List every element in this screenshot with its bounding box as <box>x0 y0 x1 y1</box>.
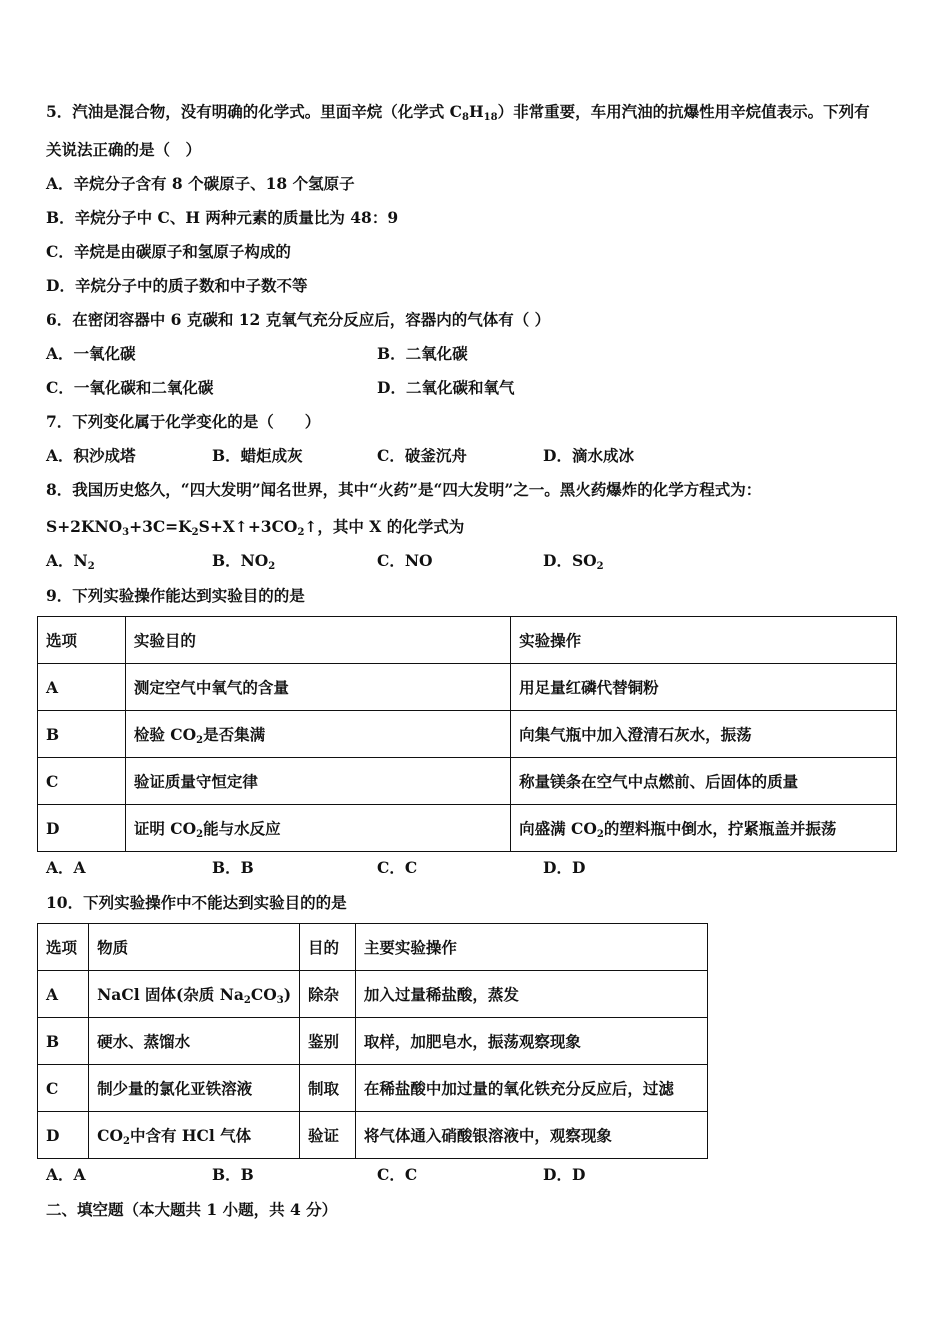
operation-cell: 加入过量稀盐酸，蒸发 <box>355 971 707 1018</box>
q9-option-c: C．C <box>377 858 418 877</box>
q9-table <box>37 616 897 852</box>
substance-cell: 硬水、蒸馏水 <box>89 1018 300 1065</box>
q6-option-d: D．二氧化碳和氧气 <box>377 378 515 397</box>
substance-cell: NaCl 固体(杂质 $Na_2CO_3$) <box>89 971 300 1018</box>
operation-cell: 取样，加肥皂水，振荡观察现象 <box>355 1018 707 1065</box>
aim-cell: 测定空气中氧气的含量 <box>125 664 510 711</box>
q6-stem: 6．在密闭容器中 6 克碳和 12 克氧气充分反应后，容器内的气体有（ ） <box>46 310 551 329</box>
table-header-row <box>38 924 708 971</box>
table-row <box>38 805 897 852</box>
table-row <box>38 664 897 711</box>
operation-cell: 称量镁条在空气中点燃前、后固体的质量 <box>511 758 897 805</box>
table-row <box>38 711 897 758</box>
aim-cell: 证明 $CO_2$能与水反应 <box>125 805 510 852</box>
header-cell: 目的 <box>300 924 356 971</box>
header-cell: 主要实验操作 <box>355 924 707 971</box>
q10-option-c: C．C <box>377 1165 418 1184</box>
q8-option-d: D．$SO_2$ <box>543 551 604 572</box>
option-cell: D <box>38 805 126 852</box>
q5-option-b: B．辛烷分子中 C、H 两种元素的质量比为 48：9 <box>46 208 399 227</box>
q10-option-a: A．A <box>46 1165 86 1184</box>
q9-option-a: A．A <box>46 858 86 877</box>
q7-option-c: C．破釜沉舟 <box>377 446 467 465</box>
q8-option-a: A．$N_2$ <box>46 551 95 572</box>
q10-option-d: D．D <box>543 1165 586 1184</box>
q5-stem-line2: 关说法正确的是（ ） <box>46 140 202 159</box>
q10-option-b: B．B <box>212 1165 254 1184</box>
aim-cell: 除杂 <box>300 971 356 1018</box>
q5-option-a: A．辛烷分子含有 8 个碳原子、18 个氢原子 <box>46 174 355 193</box>
q6-option-a: A．一氧化碳 <box>46 344 136 363</box>
operation-cell: 用足量红磷代替铜粉 <box>511 664 897 711</box>
header-cell: 实验目的 <box>125 617 510 664</box>
substance-cell: $CO_2$中含有 HCl 气体 <box>89 1112 300 1159</box>
q6-option-b: B．二氧化碳 <box>377 344 468 363</box>
substance-cell: 制少量的氯化亚铁溶液 <box>89 1065 300 1112</box>
q10-stem: 10．下列实验操作中不能达到实验目的的是 <box>46 893 347 912</box>
section-2-heading: 二、填空题（本大题共 1 小题，共 4 分） <box>46 1200 338 1219</box>
q8-option-c: C．NO <box>377 551 433 570</box>
q5-option-d: D．辛烷分子中的质子数和中子数不等 <box>46 276 308 295</box>
header-cell: 物质 <box>89 924 300 971</box>
q10-table <box>37 923 708 1159</box>
header-cell: 实验操作 <box>511 617 897 664</box>
aim-cell: 制取 <box>300 1065 356 1112</box>
aim-cell: 鉴别 <box>300 1018 356 1065</box>
aim-cell: 检验 $CO_2$是否集满 <box>125 711 510 758</box>
aim-cell: 验证质量守恒定律 <box>125 758 510 805</box>
header-cell: 选项 <box>38 924 89 971</box>
operation-cell: 向盛满 $CO_2$的塑料瓶中倒水，拧紧瓶盖并振荡 <box>511 805 897 852</box>
table-row <box>38 971 708 1018</box>
option-cell: D <box>38 1112 89 1159</box>
q8-equation: $S+2KNO_3+3C=K_2S+X↑+3CO_2↑$，其中 X 的化学式为 <box>46 517 465 538</box>
q8-stem: 8．我国历史悠久，“四大发明”闻名世界，其中“火药”是“四大发明”之一。黑火药爆炸的化学方程式为： <box>46 480 762 499</box>
q6-option-c: C．一氧化碳和二氧化碳 <box>46 378 214 397</box>
option-cell: C <box>38 758 126 805</box>
operation-cell: 向集气瓶中加入澄清石灰水，振荡 <box>511 711 897 758</box>
option-cell: B <box>38 711 126 758</box>
table-row <box>38 758 897 805</box>
q9-option-d: D．D <box>543 858 586 877</box>
q5-stem-line1: 5．汽油是混合物，没有明确的化学式。里面辛烷（化学式 $C_8H_{18}$）非常重要，车用汽油的抗爆性用辛烷值表示。下列有 <box>46 102 870 123</box>
q8-option-b: B．$NO_2$ <box>212 551 276 572</box>
q7-stem: 7．下列变化属于化学变化的是（ ） <box>46 412 321 431</box>
table-row <box>38 1112 708 1159</box>
option-cell: B <box>38 1018 89 1065</box>
option-cell: C <box>38 1065 89 1112</box>
option-cell: A <box>38 664 126 711</box>
q7-option-d: D．滴水成冰 <box>543 446 634 465</box>
q9-option-b: B．B <box>212 858 254 877</box>
table-row <box>38 1065 708 1112</box>
aim-cell: 验证 <box>300 1112 356 1159</box>
q7-option-b: B．蜡炬成灰 <box>212 446 303 465</box>
q5-option-c: C．辛烷是由碳原子和氢原子构成的 <box>46 242 291 261</box>
operation-cell: 在稀盐酸中加过量的氧化铁充分反应后，过滤 <box>355 1065 707 1112</box>
table-row <box>38 1018 708 1065</box>
option-cell: A <box>38 971 89 1018</box>
q9-stem: 9．下列实验操作能达到实验目的的是 <box>46 586 305 605</box>
table-header-row <box>38 617 897 664</box>
header-cell: 选项 <box>38 617 126 664</box>
q7-option-a: A．积沙成塔 <box>46 446 136 465</box>
operation-cell: 将气体通入硝酸银溶液中，观察现象 <box>355 1112 707 1159</box>
